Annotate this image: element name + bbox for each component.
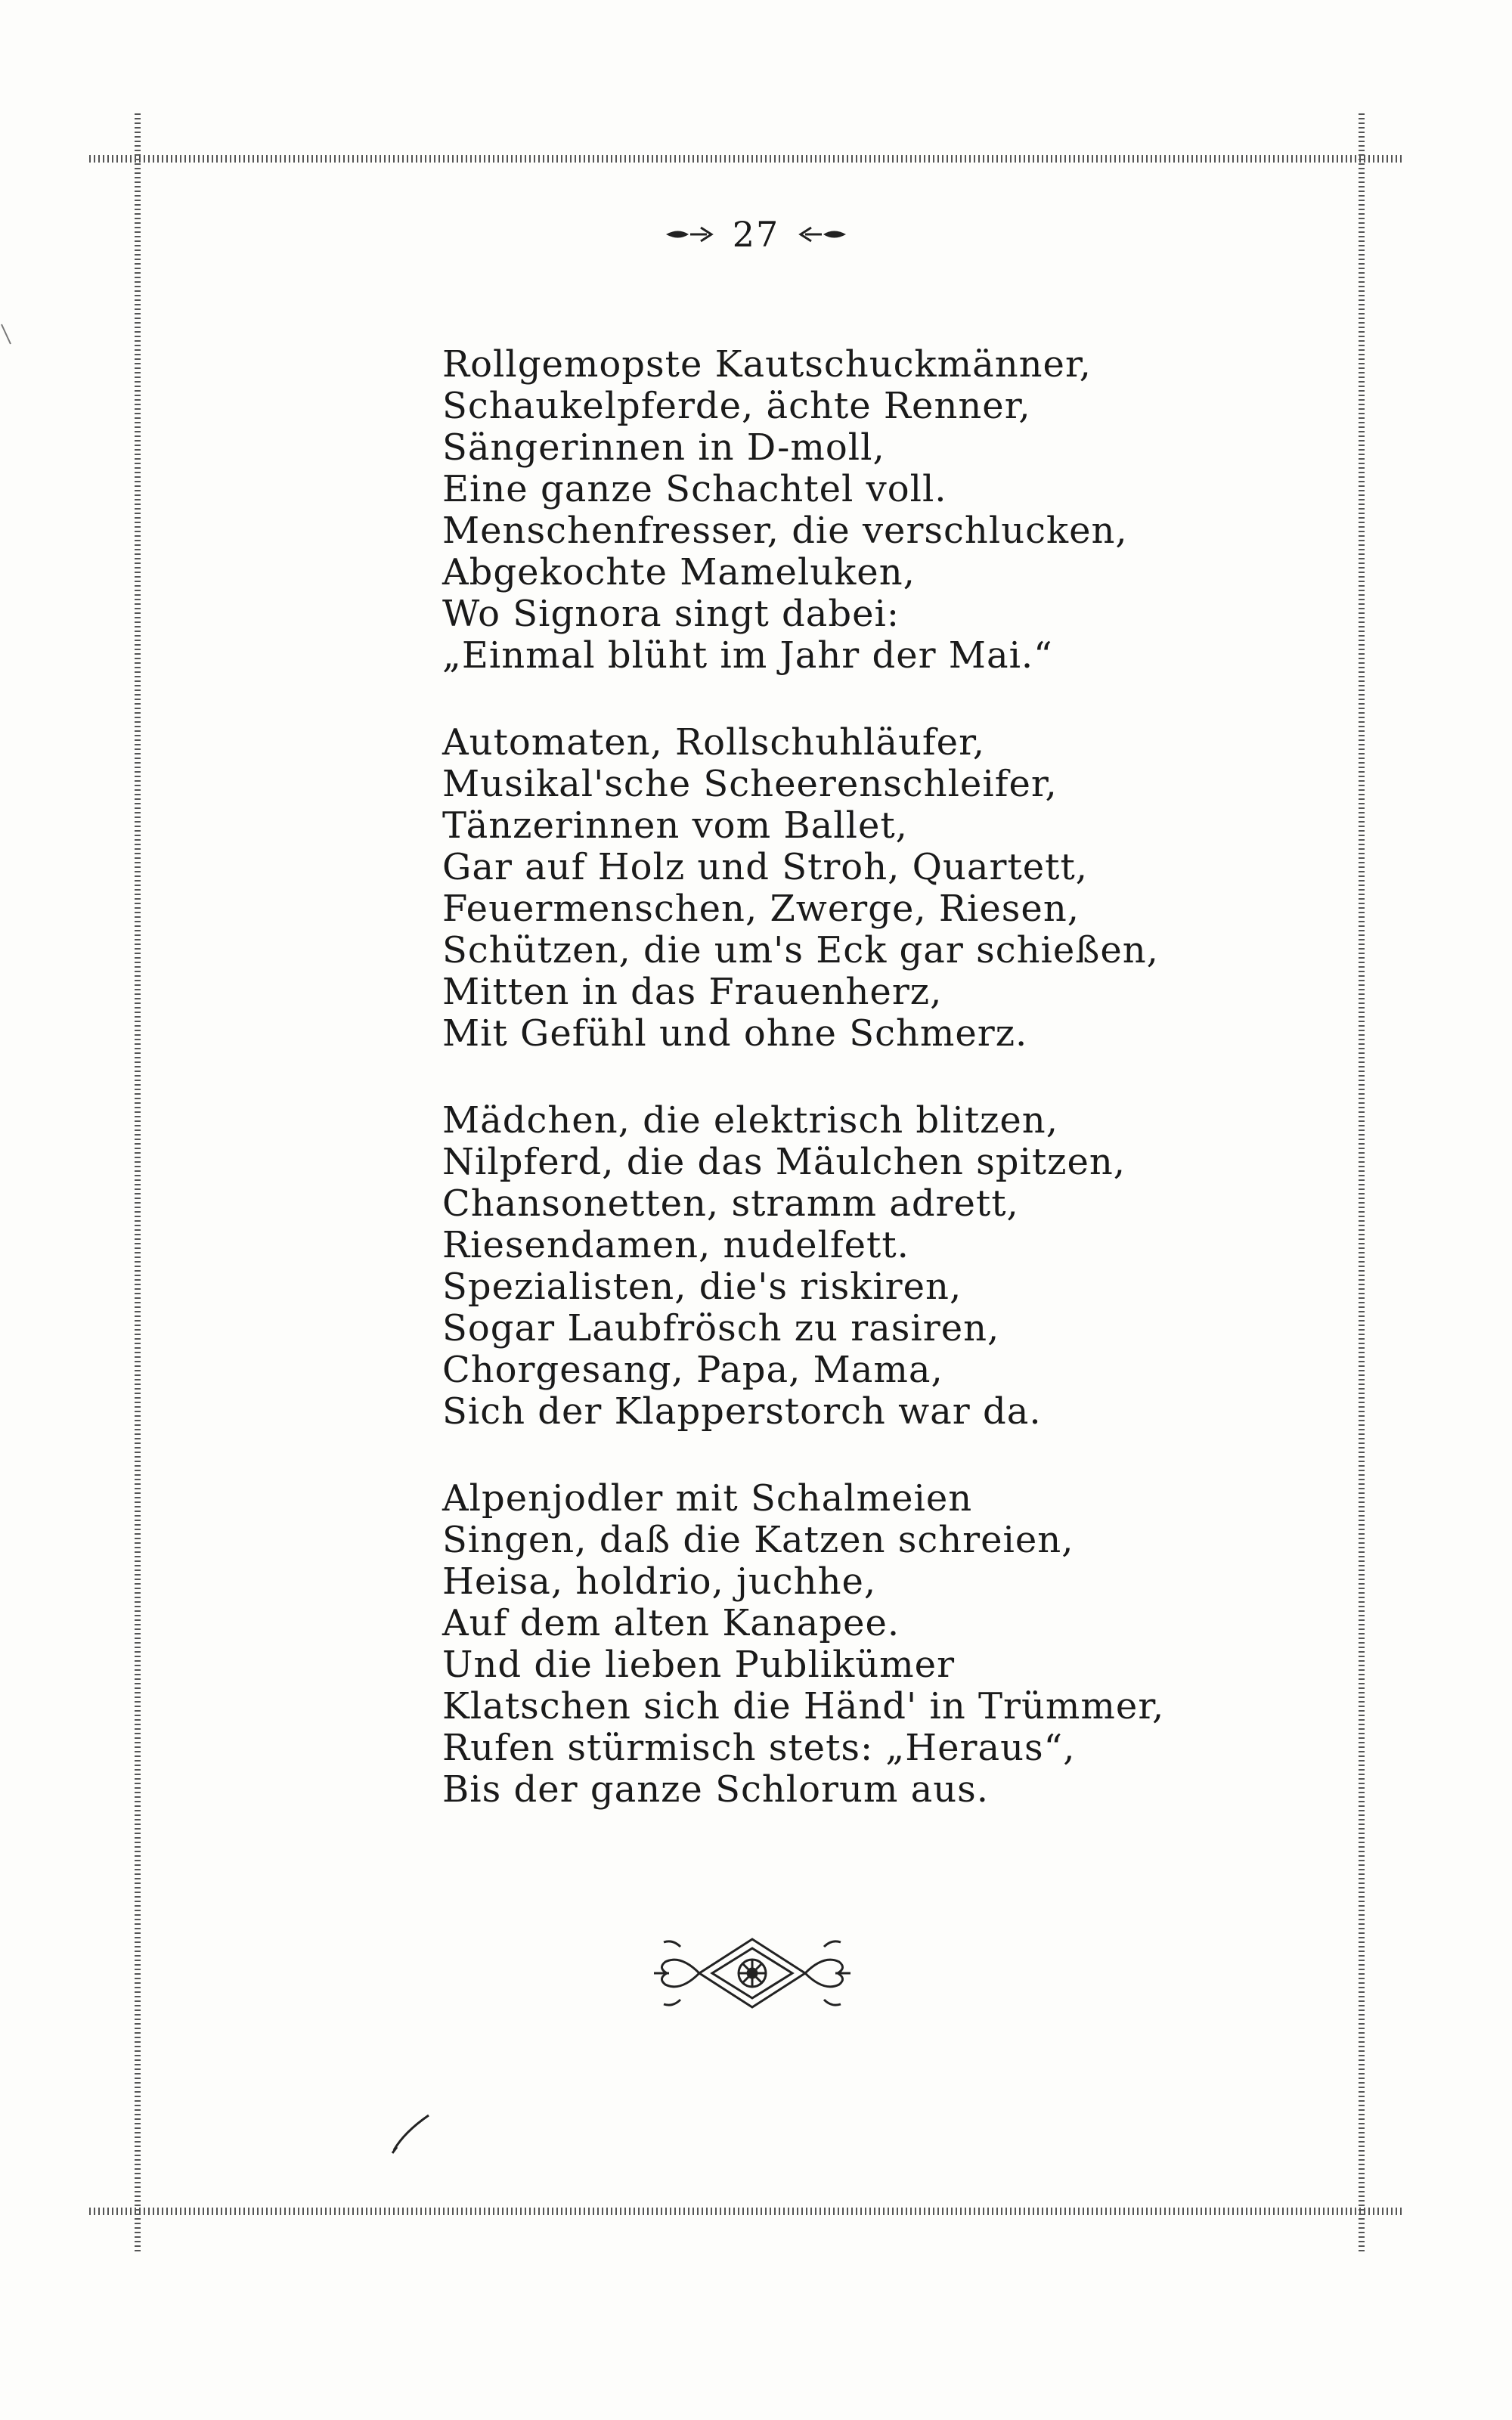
verse-line: Sängerinnen in D-moll,: [442, 426, 885, 469]
stanza-1: [442, 343, 1128, 677]
verse-line: Alpenjodler mit Schalmeien: [442, 1477, 973, 1520]
poem-body: [442, 343, 1165, 1811]
pen-mark: [389, 2109, 435, 2155]
verse-line: Heisa, holdrio, juchhe,: [442, 1560, 877, 1603]
right-border-rule: [1359, 113, 1365, 2253]
page-header: [0, 204, 1512, 265]
verse-line: Sogar Laubfrösch zu rasiren,: [442, 1307, 1000, 1349]
verse-line: Mitten in das Frauenherz,: [442, 971, 943, 1013]
verse-line: Musikal'sche Scheerenschleifer,: [442, 763, 1058, 805]
verse-line: Wo Signora singt dabei:: [442, 593, 900, 635]
ornament-arrow-right-icon: [663, 223, 716, 246]
verse-line: Feuermenschen, Zwerge, Riesen,: [442, 888, 1080, 930]
verse-line: Auf dem alten Kanapee.: [442, 1602, 900, 1644]
verse-line: Singen, daß die Katzen schreien,: [442, 1519, 1074, 1561]
edge-mark: [0, 321, 15, 352]
bottom-border-rule: [89, 2208, 1405, 2215]
verse-line: Bis der ganze Schlorum aus.: [442, 1768, 990, 1811]
verse-line: „Einmal blüht im Jahr der Mai.“: [442, 634, 1053, 677]
verse-line: Mädchen, die elektrisch blitzen,: [442, 1099, 1058, 1142]
verse-line: Automaten, Rollschuhläufer,: [442, 721, 986, 764]
verse-line: Menschenfresser, die verschlucken,: [442, 510, 1128, 552]
floral-vignette-icon: [650, 1932, 854, 2015]
verse-line: Tänzerinnen vom Ballet,: [442, 804, 908, 847]
verse-line: Chorgesang, Papa, Mama,: [442, 1349, 943, 1391]
left-border-rule: [135, 113, 141, 2253]
verse-line: Und die lieben Publikümer: [442, 1644, 956, 1686]
top-border-rule: [89, 155, 1405, 163]
verse-line: Riesendamen, nudelfett.: [442, 1224, 909, 1266]
stanza-3: [442, 1099, 1126, 1433]
verse-line: Mit Gefühl und ohne Schmerz.: [442, 1012, 1028, 1055]
stanza-4: [442, 1477, 1165, 1811]
verse-line: Gar auf Holz und Stroh, Quartett,: [442, 846, 1088, 888]
ornament-arrow-left-icon: [796, 223, 849, 246]
verse-line: Klatschen sich die Händ' in Trümmer,: [442, 1685, 1165, 1727]
verse-line: Schützen, die um's Eck gar schießen,: [442, 929, 1159, 971]
verse-line: Eine ganze Schachtel voll.: [442, 468, 947, 510]
verse-line: Rufen stürmisch stets: „Heraus“,: [442, 1727, 1076, 1769]
verse-line: Spezialisten, die's riskiren,: [442, 1266, 962, 1308]
verse-line: Chansonetten, stramm adrett,: [442, 1182, 1019, 1225]
verse-line: Schaukelpferde, ächte Renner,: [442, 385, 1031, 427]
verse-line: Nilpferd, die das Mäulchen spitzen,: [442, 1141, 1126, 1183]
stanza-2: [442, 721, 1159, 1055]
verse-line: Sich der Klapperstorch war da.: [442, 1390, 1042, 1433]
verse-line: Abgekochte Mameluken,: [442, 551, 916, 593]
page-number: 27: [732, 214, 780, 255]
verse-line: Rollgemopste Kautschuckmänner,: [442, 343, 1092, 386]
